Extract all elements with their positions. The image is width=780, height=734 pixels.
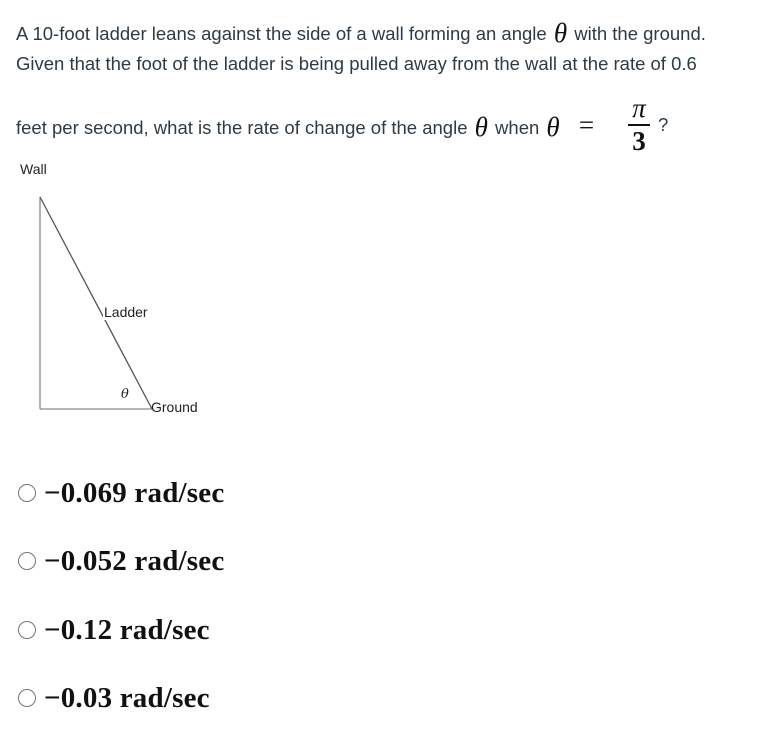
radio-button[interactable] [18, 689, 36, 707]
question-line-1-end: with the ground. [574, 23, 706, 44]
answer-option-label: −0.052 rad/sec [44, 544, 225, 577]
theta-symbol: θ [553, 18, 568, 48]
answer-option[interactable] [18, 538, 224, 584]
angle-label: θ [121, 387, 129, 402]
answer-option[interactable] [18, 470, 224, 516]
equals-sign: = [578, 110, 595, 140]
ladder-diagram [0, 150, 260, 430]
ladder-label: Ladder [104, 304, 148, 320]
question-line-3-when: when [495, 117, 540, 138]
radio-button[interactable] [18, 621, 36, 639]
wall-label: Wall [20, 161, 47, 177]
radio-button[interactable] [18, 484, 36, 502]
answer-option-label: −0.069 rad/sec [44, 476, 225, 509]
pi-over-3-fraction [624, 94, 654, 154]
answer-option-label: −0.12 rad/sec [44, 613, 210, 646]
question-line-2-text: Given that the foot of the ladder is being pulled away from the wall at the rate of 0.6 [16, 53, 697, 74]
theta-symbol: θ [474, 112, 488, 142]
question-line-2 [16, 49, 766, 79]
answer-option-label: −0.03 rad/sec [44, 681, 210, 714]
fraction-denominator: 3 [632, 126, 646, 156]
question-mark: ? [658, 114, 669, 135]
answer-option[interactable] [18, 675, 210, 721]
fraction-numerator: π [632, 93, 646, 123]
radio-button[interactable] [18, 552, 36, 570]
question-text [16, 18, 766, 156]
answer-option[interactable] [18, 607, 210, 653]
question-line-1 [16, 18, 766, 49]
question-line-1-text: A 10-foot ladder leans against the side of a wall forming an angle [16, 23, 547, 44]
question-line-3-text: feet per second, what is the rate of change of the angle [16, 117, 468, 138]
ladder-line [40, 197, 152, 409]
ladder-diagram-svg [0, 150, 260, 430]
theta-symbol: θ [546, 112, 560, 142]
ground-label: Ground [151, 399, 198, 415]
